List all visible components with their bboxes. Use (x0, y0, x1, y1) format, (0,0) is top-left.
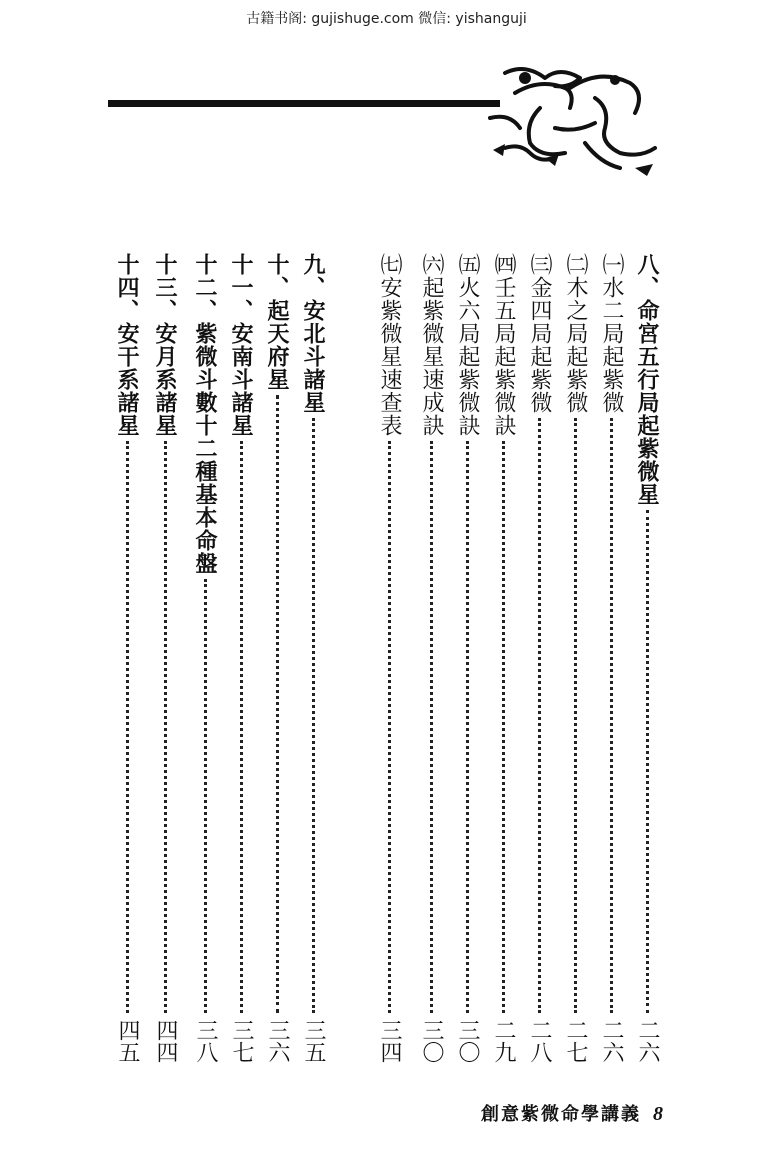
toc-entry-page: 三八 (193, 1019, 218, 1063)
leader-dots (466, 441, 469, 1013)
leader-dots (574, 418, 577, 1013)
leader-dots (388, 441, 391, 1013)
toc-entry-page: 二六 (635, 1019, 660, 1063)
dragon-ornament-icon (485, 58, 665, 183)
toc-entry-title: 十、起天府星 (264, 253, 290, 391)
leader-dots (204, 579, 207, 1013)
toc-entry-page: 四四 (153, 1019, 178, 1063)
toc-entry-page: 二九 (491, 1019, 516, 1063)
toc-entry-page: 三〇 (419, 1019, 444, 1063)
toc-entry[interactable] (596, 253, 626, 1063)
toc-entry-title: ㈦安紫微星速查表 (377, 253, 402, 437)
toc-entry[interactable] (560, 253, 590, 1063)
leader-dots (610, 418, 613, 1013)
toc-entry[interactable] (374, 253, 404, 1063)
toc-entry-title: 八、命宮五行局起紫微星 (634, 253, 660, 506)
toc-entry[interactable] (190, 253, 220, 1063)
leader-dots (276, 395, 279, 1013)
leader-dots (164, 441, 167, 1013)
toc-entry[interactable] (150, 253, 180, 1063)
toc-entry-title: ㈢金四局起紫微 (527, 253, 552, 414)
toc-entry[interactable] (488, 253, 518, 1063)
toc-entry[interactable] (416, 253, 446, 1063)
toc-entry[interactable] (632, 253, 662, 1063)
toc-entry[interactable] (226, 253, 256, 1063)
leader-dots (502, 441, 505, 1013)
leader-dots (126, 441, 129, 1013)
toc-entry[interactable] (524, 253, 554, 1063)
watermark-text: 古籍书阁: gujishuge.com 微信: yishanguji (246, 11, 527, 27)
toc-entry-title: 十二、紫微斗數十二種基本命盤 (192, 253, 218, 575)
toc-entry-title: ㈣壬五局起紫微訣 (491, 253, 516, 437)
page-footer (481, 1100, 665, 1126)
page-number: 8 (653, 1103, 665, 1125)
toc-entry-page: 三七 (229, 1019, 254, 1063)
toc-entry-title: ㈠水二局起紫微 (599, 253, 624, 414)
toc-entry-page: 三五 (301, 1019, 326, 1063)
toc-entry-page: 二八 (527, 1019, 552, 1063)
header-rule (108, 100, 500, 107)
toc-entry-title: 九、安北斗諸星 (300, 253, 326, 414)
toc-entry-title: 十四、安干系諸星 (114, 253, 140, 437)
toc-entry-title: 十三、安月系諸星 (152, 253, 178, 437)
leader-dots (538, 418, 541, 1013)
toc-entry-page: 四五 (115, 1019, 140, 1063)
toc-entry[interactable] (298, 253, 328, 1063)
book-title: 創意紫微命學講義 (481, 1104, 641, 1125)
toc-entry-title: ㈥起紫微星速成訣 (419, 253, 444, 437)
toc-entry-page: 三〇 (455, 1019, 480, 1063)
toc-entry[interactable] (112, 253, 142, 1063)
toc-entry[interactable] (262, 253, 292, 1063)
leader-dots (430, 441, 433, 1013)
toc-entry-title: 十一、安南斗諸星 (228, 253, 254, 437)
toc-entry-title: ㈤火六局起紫微訣 (455, 253, 480, 437)
leader-dots (312, 418, 315, 1013)
leader-dots (240, 441, 243, 1013)
toc-entry-page: 二七 (563, 1019, 588, 1063)
toc-entry-page: 三四 (377, 1019, 402, 1063)
toc-entry-page: 三六 (265, 1019, 290, 1063)
toc-entry[interactable] (452, 253, 482, 1063)
toc-entry-page: 二六 (599, 1019, 624, 1063)
toc-entry-title: ㈡木之局起紫微 (563, 253, 588, 414)
leader-dots (646, 510, 649, 1013)
